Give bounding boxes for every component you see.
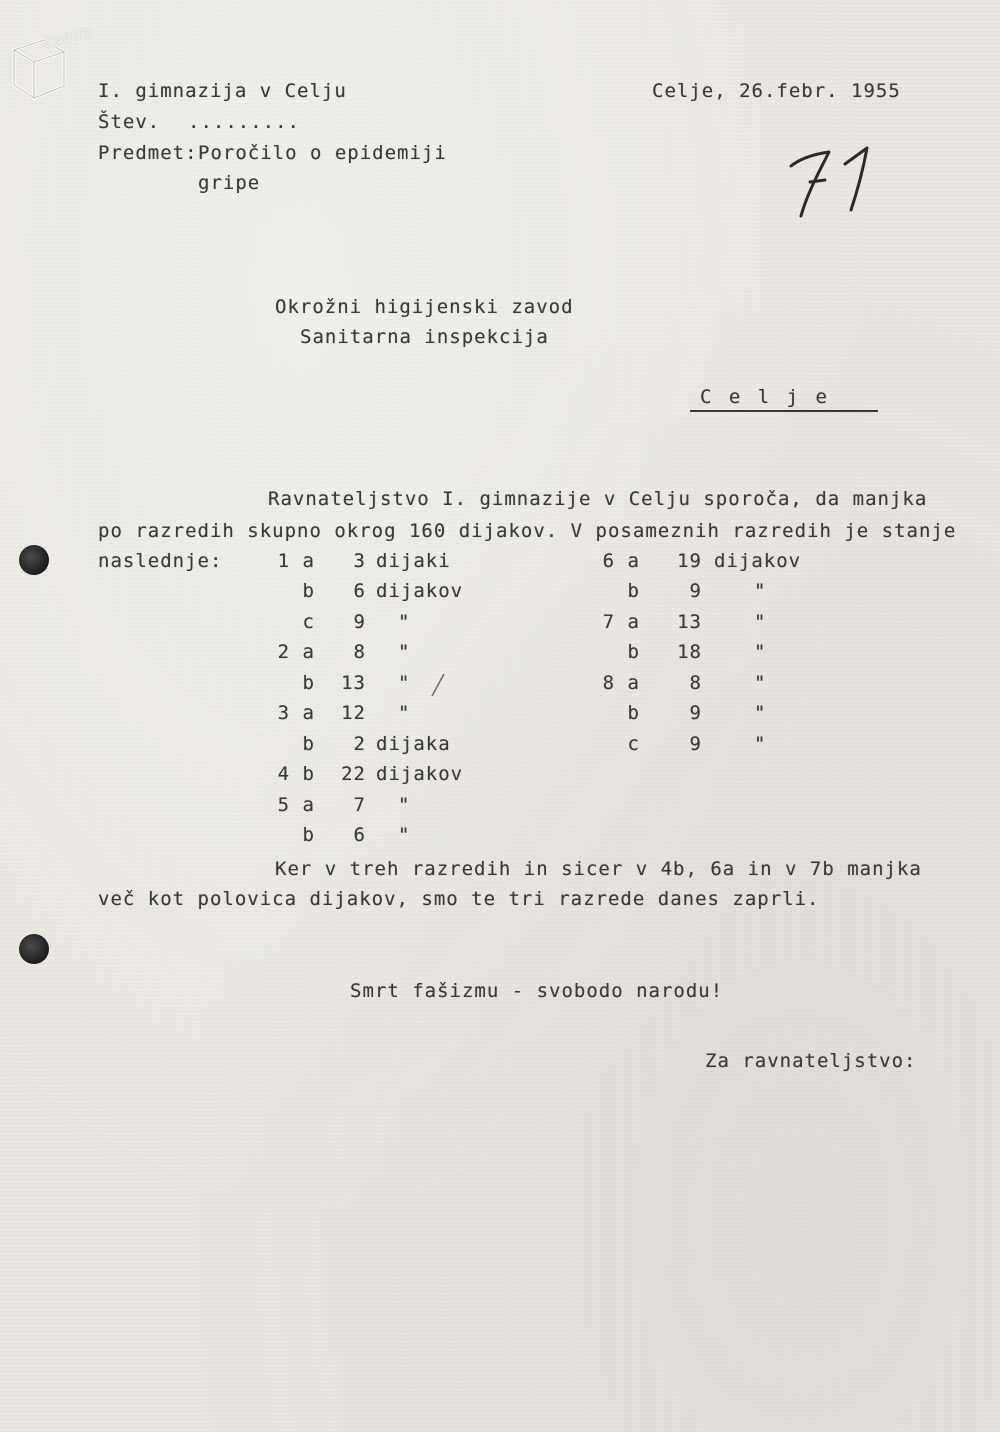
class-word: " <box>398 641 411 663</box>
class-word: " <box>754 641 767 663</box>
body-para2-line1: Ker v treh razredih in sicer v 4b, 6a in v 7b manjka <box>275 858 922 880</box>
class-word: " <box>754 672 767 694</box>
watermark-text: kamra <box>42 21 95 52</box>
class-word: " <box>398 702 411 724</box>
class-label: b <box>302 824 315 846</box>
body-para2-line2: več kot polovica dijakov, smo te tri razrede danes zaprli. <box>98 888 820 910</box>
class-count: 3 <box>353 550 366 572</box>
class-count: 13 <box>677 611 702 633</box>
class-count: 18 <box>677 641 702 663</box>
class-word: dijaki <box>376 550 451 572</box>
handwritten-number-drawing <box>785 140 885 230</box>
intro-label: naslednje: <box>98 550 223 572</box>
class-word: dijaka <box>376 733 451 755</box>
class-count: 9 <box>689 702 702 724</box>
class-label: 5 a <box>277 794 315 816</box>
punch-hole-bottom <box>19 934 49 964</box>
class-count: 6 <box>353 580 366 602</box>
subject-line-2: gripe <box>198 172 261 194</box>
school-name: I. gimnazija v Celju <box>98 80 347 102</box>
class-count: 22 <box>341 763 366 785</box>
class-label: b <box>302 580 315 602</box>
number-label: Štev. <box>98 111 161 133</box>
class-label: 8 a <box>602 672 640 694</box>
body-para1-line2: po razredih skupno okrog 160 dijakov. V posameznih razredih je stanje <box>98 520 957 542</box>
class-word: dijakov <box>376 580 464 602</box>
class-label: b <box>302 733 315 755</box>
class-label: b <box>627 641 640 663</box>
class-label: 7 a <box>602 611 640 633</box>
class-count: 8 <box>689 672 702 694</box>
class-label: b <box>627 580 640 602</box>
recipient-line-2: Sanitarna inspekcija <box>300 326 549 348</box>
class-count: 9 <box>689 733 702 755</box>
city-underline <box>690 410 878 412</box>
class-label: b <box>302 672 315 694</box>
subject-label: Predmet: <box>98 142 198 164</box>
pencil-mark <box>428 672 448 698</box>
class-count: 9 <box>353 611 366 633</box>
class-word: dijakov <box>376 763 464 785</box>
class-count: 8 <box>353 641 366 663</box>
closing-signoff: Za ravnateljstvo: <box>705 1050 917 1072</box>
class-label: b <box>627 702 640 724</box>
class-count: 19 <box>677 550 702 572</box>
class-word: " <box>754 611 767 633</box>
class-word: dijakov <box>714 550 802 572</box>
recipient-line-1: Okrožni higijenski zavod <box>275 296 574 318</box>
class-word: " <box>398 611 411 633</box>
subject-line-1: Poročilo o epidemiji <box>198 142 447 164</box>
class-count: 12 <box>341 702 366 724</box>
handwritten-number <box>785 140 885 230</box>
class-word: " <box>754 702 767 724</box>
class-label: 2 a <box>277 641 315 663</box>
recipient-city: C e l j e <box>700 386 830 408</box>
class-label: 6 a <box>602 550 640 572</box>
closing-slogan: Smrt fašizmu - svobodo narodu! <box>350 980 724 1002</box>
class-label: 1 a <box>277 550 315 572</box>
class-word: " <box>398 794 411 816</box>
class-label: c <box>627 733 640 755</box>
class-word: " <box>398 672 411 694</box>
class-count: 13 <box>341 672 366 694</box>
class-label: c <box>302 611 315 633</box>
body-para1-line1: Ravnateljstvo I. gimnazije v Celju sporoča, da manjka <box>268 488 928 510</box>
number-value: ......... <box>188 111 300 133</box>
class-count: 7 <box>353 794 366 816</box>
class-count: 9 <box>689 580 702 602</box>
class-word: " <box>754 580 767 602</box>
class-label: 4 b <box>277 763 315 785</box>
class-word: " <box>754 733 767 755</box>
class-count: 6 <box>353 824 366 846</box>
class-count: 2 <box>353 733 366 755</box>
class-word: " <box>398 824 411 846</box>
class-label: 3 a <box>277 702 315 724</box>
place-date: Celje, 26.febr. 1955 <box>652 80 901 102</box>
punch-hole-top <box>19 545 49 575</box>
